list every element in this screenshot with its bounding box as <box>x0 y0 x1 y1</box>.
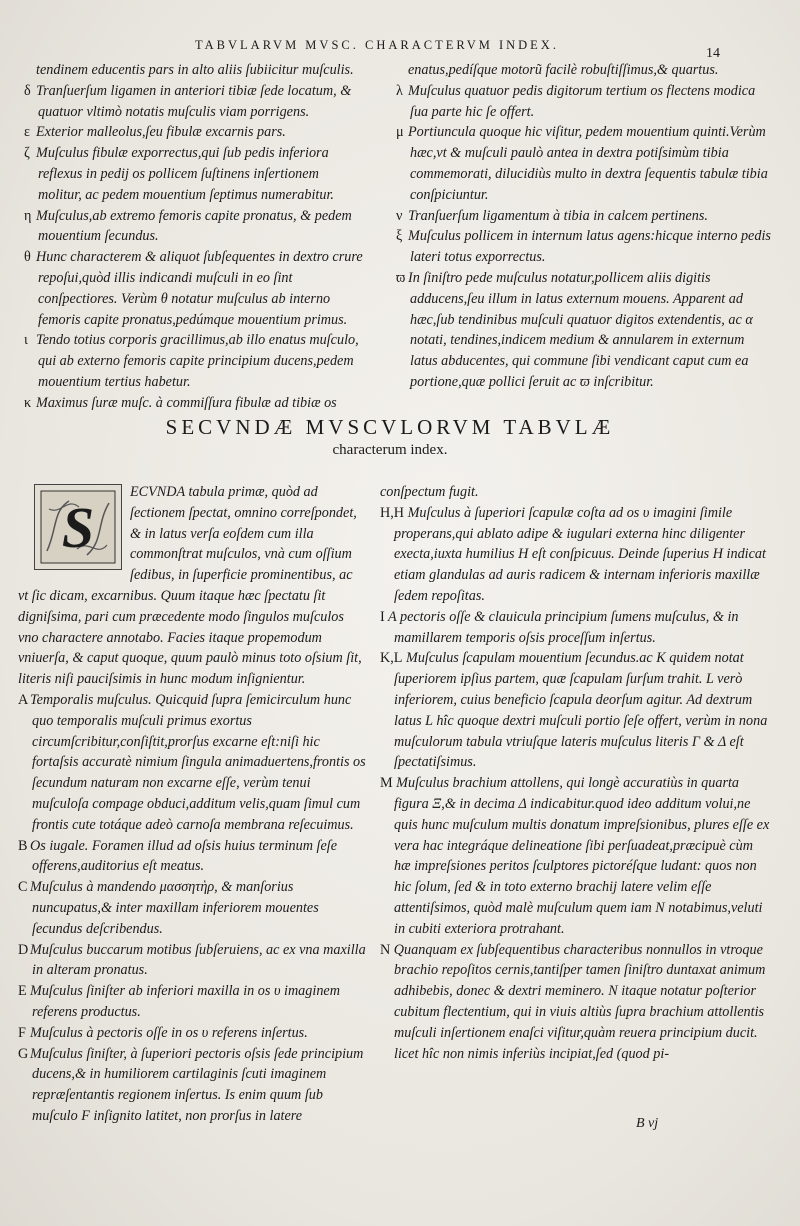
ornament-icon <box>39 489 117 565</box>
entry: H,H Muſculus à ſuperiori ſcapulæ coſta ad os υ imagini ſimile properans,qui ablato adipe & iugulari externa hinc diligenter execta,iuxta humilius H eſt conſpicuus. Deinde ſuperius H indicat etiam glandulas ad auris radicem & internam inferioris maxillæ ſedem repoſitas. <box>380 504 766 604</box>
top-right-column <box>396 60 772 393</box>
entry: tendinem educentis pars in alto aliis ſubiicitur muſculis. <box>36 62 354 78</box>
entry: ζ Muſculus fibulæ exporrectus,qui ſub pedis inferiora reflexus in pedij os pollicem ſuſtinens inſertionem molitur, ac pedem mouentium ſeptimus numerabitur. <box>24 145 334 203</box>
entry: A Temporalis muſculus. Quicquid ſupra ſemicirculum hunc quo temporalis muſculi primus exortus circumſcribitur,conſiſtit,prorſus excarne eſt:niſi hic fortaſsis accuratè nimium ſingula animaduertens,frontis os ſecundum naturam non excarne eſſe, verùm tenui muſculoſa compage obduci,additum velis,quam ſimul cum frontis cute totáque adeò carnoſa membrana reſecuimus. <box>18 691 366 833</box>
entry: K,L Muſculus ſcapulam mouentium ſecundus.ac K quidem notat ſuperiorem ipſius partem, quæ ſcapulam ſurſum trahit. L verò inferiorem, cuius beneficio ſcapula deorſum agitur. Ad dextrum latus L hîc quoque dextri muſculi portio ſeſe offert, verùm in nona muſculorum tabula vtriuſque lateris muſculus literis Γ & Δ eſt ſpectatiſsimus. <box>380 650 768 771</box>
entry: enatus,pedíſque motorũ facilè robuſtiſſimus,& quartus. <box>408 62 719 78</box>
svg-text:S: S <box>61 495 95 560</box>
entry: λ Muſculus quatuor pedis digitorum tertium os flectens modica ſua parte hic ſe offert. <box>396 82 756 120</box>
running-head: TABVLARVM MVSC. CHARACTERVM INDEX. <box>195 38 559 52</box>
entry: F Muſculus à pectoris oſſe in os υ referens inſertus. <box>18 1024 308 1041</box>
entry: ϖ In ſiniſtro pede muſculus notatur,pollicem aliis digitis adducens,ſeu illum in latus externum mouens. Apparent ad hæc,ſub tendinibus muſculi quatuor digitos extendentis, ac α notati, tendines,indicem medium & annularem in externum latus abducentes, qui commune ſibi vendicant caput cum ea portione,quæ pollici ſeruit ac ϖ inſcribitur. <box>396 269 753 390</box>
entry: δ Tranſuerſum ligamen in anteriori tibiæ ſede locatum, & quatuor vltimò notatis muſculis viam porrigens. <box>24 82 352 120</box>
section-title: SECVNDÆ MVSCVLORVM TABVLÆ <box>165 415 615 439</box>
entry: θ Hunc characterem & aliquot ſubſequentes in dextro crure repoſui,quòd illis indicandi muſculi in eo ſint conſpectiores. Verùm θ notatur muſculus ab interno femoris capite pronatus,pedúmque mouentium primus. <box>24 249 363 328</box>
bottom-right-column <box>380 482 772 1064</box>
entry: μ Portiuncula quoque hic viſitur, pedem mouentium quinti.Verùm hæc,vt & muſculi paulò antea in dextra potiſsimùm tibia commemorati, dilucidiùs multo in dextra ſequentis tabulæ tibia conſpiciuntur. <box>396 124 768 203</box>
entry: E Muſculus ſiniſter ab inferiori maxilla in os υ imaginem referens productus. <box>18 983 340 1020</box>
entry: κ Maximus ſuræ muſc. à commiſſura fibulæ ad tibiæ os <box>24 394 337 411</box>
entry: ξ Muſculus pollicem in internum latus agens:hicque interno pedis lateri totus exporrectus. <box>396 228 771 266</box>
entry: G Muſculus ſiniſter, à ſuperiori pectoris oſsis ſede principium ducens,& in humiliorem cartilaginis ſcuti imaginem repræſentantis regionem inſertus. Is enim quum ſub muſculo F inſignito latitet, non prorſus in latere <box>18 1045 364 1124</box>
entry: C Muſculus à mandendo μασσητὴρ, & manſorius nuncupatus,& inter maxillam inferiorem mouentes ſecundus deſcribendus. <box>18 879 319 937</box>
entry: B Os iugale. Foramen illud ad oſsis huius terminum ſeſe offerens,auditorius eſt meatus. <box>18 837 337 875</box>
entry: N Quanquam ex ſubſequentibus characteribus nonnullos in vtroque brachio repoſitos cernis,tantiſper tamen ſiniſtro duntaxat animum adhibebis, donec & dextri meminero. N itaque notatur poſterior cubitum flectentium, qui in viuis altiùs ſupra brachium attollentis muſculi inſertionem enaſci viſitur,quàm reuera principium ducit. licet hîc non nimis inferiùs incipiat,ſed (quod pi- <box>380 941 766 1062</box>
decorated-initial <box>34 484 122 570</box>
signature-mark: B vj <box>636 1116 659 1131</box>
bottom-left-column <box>18 482 366 1127</box>
entry: ι Tendo totius corporis gracillimus,ab illo enatus muſculo, qui ab externo femoris capite principium ducens,pedem mouentium tertius habetur. <box>24 332 359 390</box>
entry: ν Tranſuerſum ligamentum à tibia in calcem pertinens. <box>396 207 708 224</box>
entry: η Muſculus,ab extremo femoris capite pronatus, & pedem mouentium ſecundus. <box>24 207 352 245</box>
page-number: 14 <box>706 46 720 61</box>
entry: I A pectoris oſſe & clauicula principium ſumens muſculus, & in mamillarem temporis oſsis proceſſum inſertus. <box>380 608 739 646</box>
entry: M Muſculus brachium attollens, qui longè accuratiùs in quarta figura Ξ,& in decima Δ indicabitur.quod ideo additum volui,ne quis hunc muſculum multis donatum impreſsionibus, plures eſſe ex vera hac integráque delineatione ſibi perſuadeat,præcipuè cùm hæ impreſsiones peritos ſculptores pictoréſque ludant: quos non hic ſolum, ſed & in toto externo brachij latere velim eſſe attentiſsimos, quòd malè muſculum quem iam N notabimus,veluti in cubiti exteriora protrahant. <box>380 775 770 937</box>
entry: ε Exterior malleolus,ſeu fibulæ excarnis pars. <box>24 124 286 141</box>
top-left-column <box>24 60 366 414</box>
entry: conſpectum fugit. <box>380 484 479 500</box>
entry: D Muſculus buccarum motibus ſubſeruiens, ac ex vna maxilla in alteram pronatus. <box>18 941 366 979</box>
intro-paragraph: S ECVNDA tabula primæ, quòd ad ſectionem ſpectat, omnino correſpondet, & in latus verſa eoſdem cum illa commonſtrat muſculos, vnà cum oſſium ſedibus, in ſuperficie prominentibus, ac vt ſic dicam, excarnibus. Quum itaque hæc ſpectatu ſit digniſsima, pari cum præcedente modo ſingulos muſculos vno charactere annotabo. Facies itaque propemodum vniuerſa, & caput quoque, quum paulò minus toto oſsium ſit, literis niſi pauciſsimis in hunc modum inſignientur. <box>18 484 362 688</box>
section-subtitle: characterum index. <box>332 442 448 458</box>
